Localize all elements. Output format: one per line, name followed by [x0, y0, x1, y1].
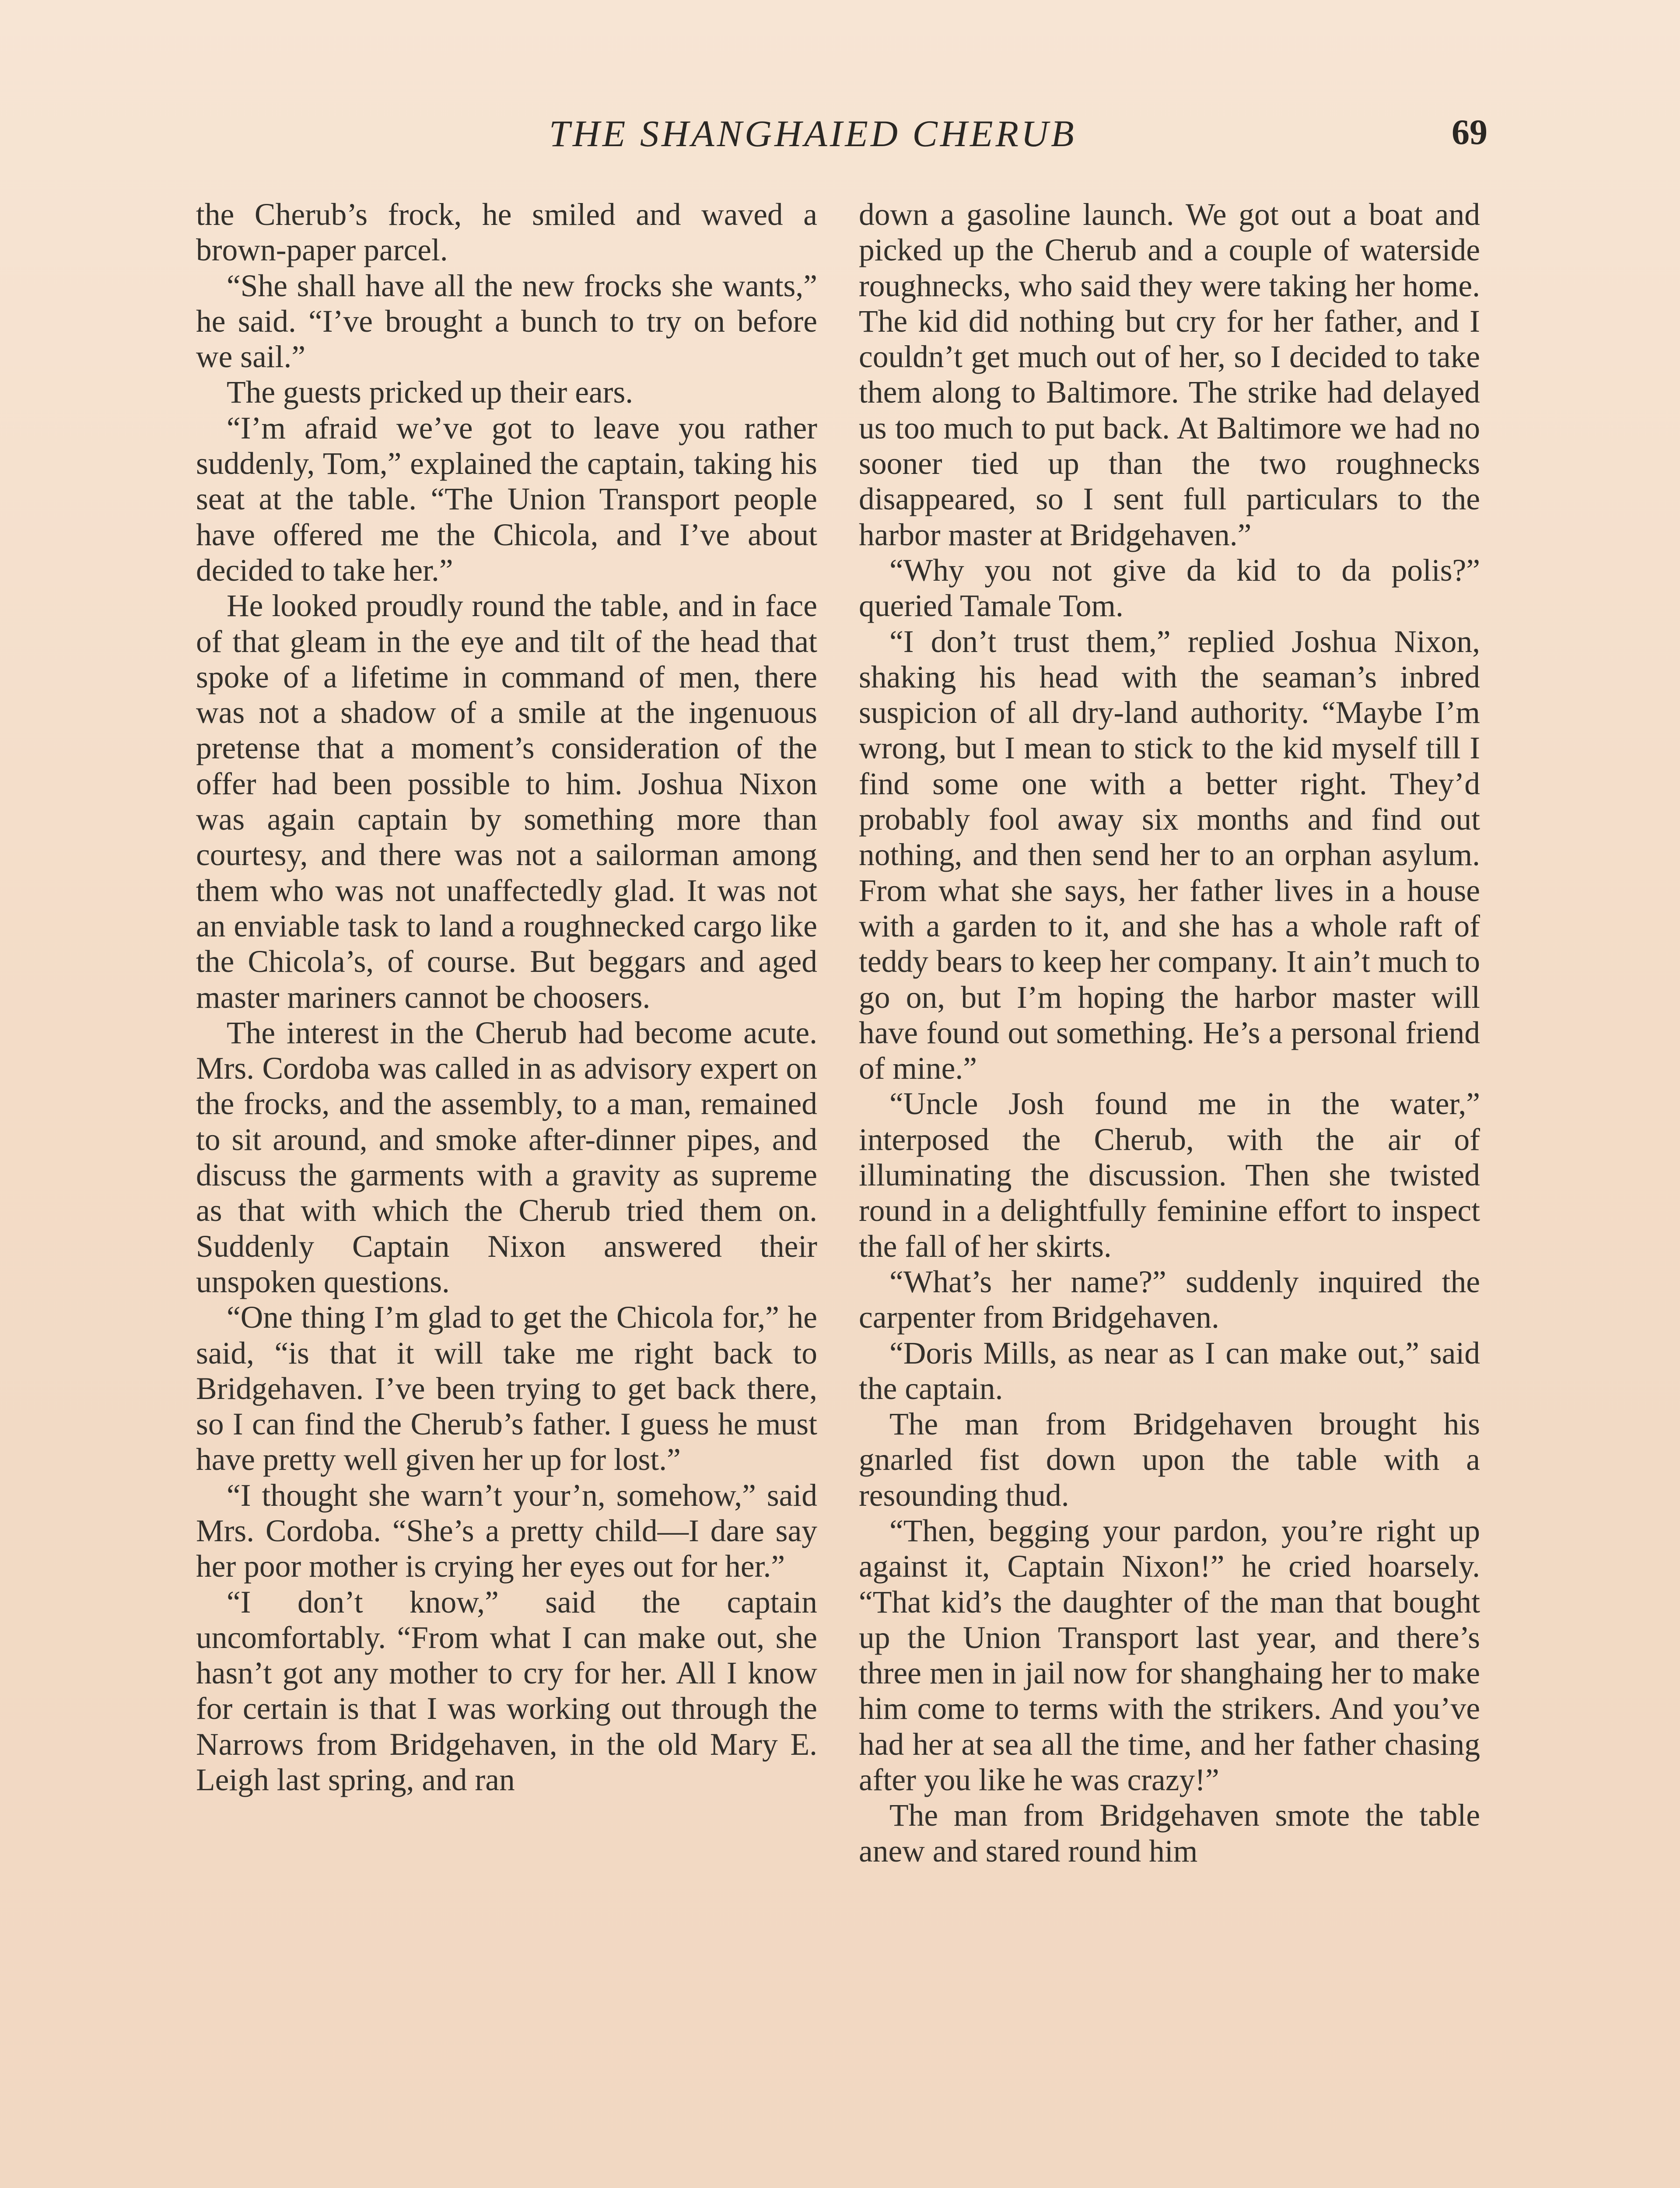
paragraph: “Uncle Josh found me in the water,” interposed the Cherub, with the air of illuminating the discussion. Then she twisted round in a delightfully feminine effort to inspect the fall of her skirts.: [859, 1087, 1480, 1264]
paragraph: “Then, begging your pardon, you’re right up against it, Captain Nixon!” he cried hoarsely. “That kid’s the daughter of the man that bought up the Union Transport last year, and there’s three men in jail now for shanghaing her to make him come to terms with the strikers. And you’ve had her at sea all the time, and her father chasing after you like he was crazy!”: [859, 1513, 1480, 1798]
paragraph: “What’s her name?” suddenly inquired the carpenter from Bridgehaven.: [859, 1264, 1480, 1335]
page-number: 69: [1452, 112, 1488, 152]
left-column: [196, 197, 817, 1798]
running-title: THE SHANGHAIED CHERUB: [549, 112, 1077, 154]
paragraph: The guests pricked up their ears.: [227, 375, 634, 410]
paragraph: He looked proudly round the table, and in face of that gleam in the eye and tilt of the head that spoke of a lifetime in command of men, there was not a shadow of a smile at the ingenuous pretense that a moment’s consideration of the offer had been possible to him. Joshua Nixon was again captain by something more than courtesy, and there was not a sailorman among them who was not unaffectedly glad. It was not an enviable task to land a roughnecked cargo like the Chicola’s, of course. But beggars and aged master mariners cannot be choosers.: [196, 589, 817, 1015]
paragraph: The man from Bridgehaven smote the table anew and stared round him: [859, 1798, 1480, 1869]
paragraph: down a gasoline launch. We got out a boat and picked up the Cherub and a couple of waterside roughnecks, who said they were taking her home. The kid did nothing but cry for her father, and I couldn’t get much out of her, so I decided to take them along to Baltimore. The strike had delayed us too much to put back. At Baltimore we had no sooner tied up than the two roughnecks disappeared, so I sent full particulars to the harbor master at Bridgehaven.”: [859, 197, 1480, 552]
paragraph: “She shall have all the new frocks she wants,” he said. “I’ve brought a bunch to try on before we sail.”: [196, 268, 817, 375]
running-header: [0, 112, 1680, 160]
paragraph: the Cherub’s frock, he smiled and waved a brown-paper parcel.: [196, 197, 817, 268]
paragraph: “Why you not give da kid to da polis?” queried Tamale Tom.: [859, 553, 1480, 624]
right-column: [859, 197, 1480, 1869]
paragraph: The man from Bridgehaven brought his gnarled fist down upon the table with a resounding thud.: [859, 1407, 1480, 1513]
paragraph: “Doris Mills, as near as I can make out,” said the captain.: [859, 1336, 1480, 1406]
paragraph: The interest in the Cherub had become acute. Mrs. Cordoba was called in as advisory expert on the frocks, and the assembly, to a man, remained to sit around, and smoke after-dinner pipes, and discuss the garments with a gravity as supreme as that with which the Cherub tried them on. Suddenly Captain Nixon answered their unspoken questions.: [196, 1015, 817, 1299]
paragraph: “I don’t trust them,” replied Joshua Nixon, shaking his head with the seaman’s inbred suspicion of all dry-land authority. “Maybe I’m wrong, but I mean to stick to the kid myself till I find some one with a better right. They’d probably fool away six months and find out nothing, and then send her to an orphan asylum. From what she says, her father lives in a house with a garden to it, and she has a whole raft of teddy bears to keep her company. It ain’t much to go on, but I’m hoping the harbor master will have found out something. He’s a personal friend of mine.”: [859, 624, 1480, 1086]
paragraph: “One thing I’m glad to get the Chicola for,” he said, “is that it will take me right back to Bridgehaven. I’ve been trying to get back there, so I can find the Cherub’s father. I guess he must have pretty well given her up for lost.”: [196, 1300, 817, 1477]
paragraph: “I don’t know,” said the captain uncomfortably. “From what I can make out, she hasn’t got any mother to cry for her. All I know for certain is that I was working out through the Narrows from Bridgehaven, in the old Mary E. Leigh last spring, and ran: [196, 1585, 817, 1798]
paragraph: “I’m afraid we’ve got to leave you rather suddenly, Tom,” explained the captain, taking his seat at the table. “The Union Transport people have offered me the Chicola, and I’ve about decided to take her.”: [196, 410, 817, 588]
paragraph: “I thought she warn’t your’n, somehow,” said Mrs. Cordoba. “She’s a pretty child—I dare say her poor mother is crying her eyes out for her.”: [196, 1478, 817, 1584]
